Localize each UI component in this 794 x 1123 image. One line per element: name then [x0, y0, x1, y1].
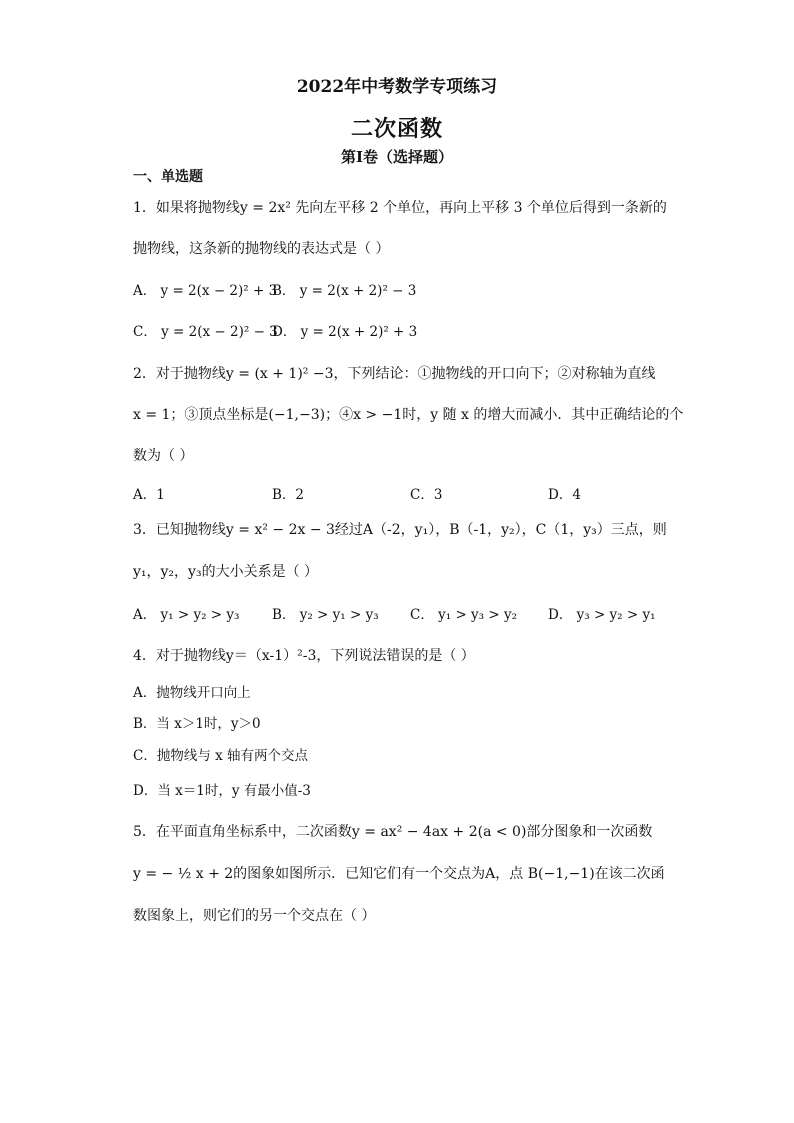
q4-option-a: A．抛物线开口向上: [133, 685, 251, 701]
q4-option-c: C．抛物线与 x 轴有两个交点: [133, 748, 309, 764]
q5-line-3: 数图象上，则它们的另一个交点在（ ）: [133, 908, 376, 924]
q2-option-c: C．3: [410, 487, 443, 503]
q1-option-a: A． y = 2(x − 2)² + 3: [133, 283, 278, 299]
q5-line-2: y = − ½ x + 2的图象如图所示．已知它们有一个交点为A，点 B(−1,−1)在该二次函: [133, 866, 665, 882]
q2-option-a: A．1: [133, 487, 165, 503]
document-title: 2022年中考数学专项练习: [296, 77, 498, 97]
q4-line-1: 4．对于抛物线y＝（x-1）²-3，下列说法错误的是（ ）: [133, 648, 475, 664]
q3-option-a: A． y₁ > y₂ > y₃: [133, 607, 240, 623]
q5-line-1: 5．在平面直角坐标系中，二次函数y = ax² − 4ax + 2(a < 0)部分图象和一次函数: [133, 824, 653, 840]
q1-option-c: C． y = 2(x − 2)² − 3: [133, 324, 278, 340]
q3-option-d: D． y₃ > y₂ > y₁: [548, 607, 656, 623]
q2-line-3: 数为（ ）: [133, 448, 194, 464]
q1-option-b: B． y = 2(x + 2)² − 3: [272, 283, 417, 299]
q3-option-b: B． y₂ > y₁ > y₃: [272, 607, 379, 623]
section-heading: 一、单选题: [133, 169, 203, 185]
q3-option-c: C． y₁ > y₃ > y₂: [410, 607, 518, 623]
part-title: 第Ⅰ卷（选择题）: [340, 148, 454, 166]
q1-line-1: 1．如果将抛物线y = 2x² 先向左平移 2 个单位，再向上平移 3 个单位后得到一条新的: [133, 200, 667, 216]
q1-option-d: D． y = 2(x + 2)² + 3: [272, 324, 418, 340]
q2-option-b: B．2: [272, 487, 305, 503]
q2-line-2: x = 1；③顶点坐标是(−1,−3)；④x > −1时，y 随 x 的增大而减小．其中正确结论的个: [133, 407, 684, 423]
q2-option-d: D．4: [548, 487, 581, 503]
q2-line-1: 2．对于抛物线y = (x + 1)² −3，下列结论：①抛物线的开口向下；②对称轴为直线: [133, 366, 656, 382]
q3-line-2: y₁，y₂，y₃的大小关系是（ ）: [133, 564, 319, 580]
q4-option-b: B．当 x＞1时，y＞0: [133, 716, 261, 732]
q1-line-2: 抛物线，这条新的抛物线的表达式是（ ）: [133, 241, 390, 257]
q4-option-d: D．当 x＝1时，y 有最小值-3: [133, 783, 311, 799]
q3-line-1: 3．已知抛物线y = x² − 2x − 3经过A（-2，y₁），B（-1，y₂），C（1，y₃）三点，则: [133, 522, 667, 538]
topic-title: 二次函数: [350, 116, 443, 142]
